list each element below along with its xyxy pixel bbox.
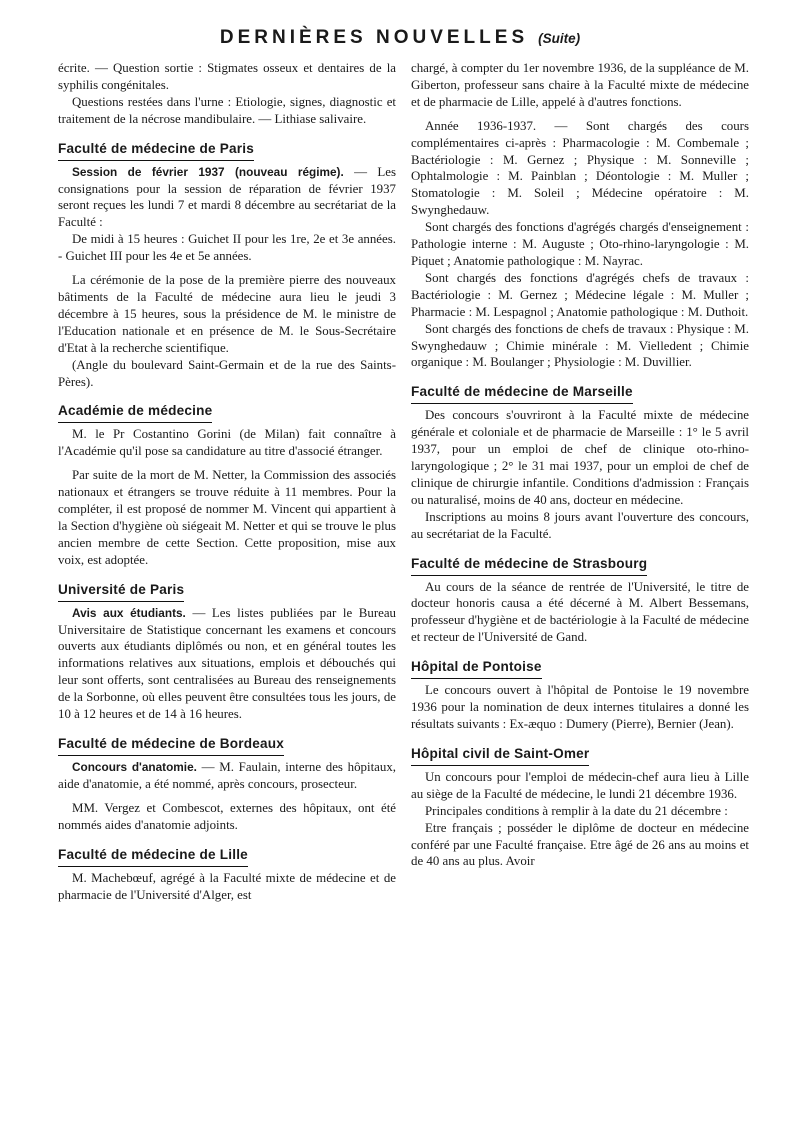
paragraph: M. Machebœuf, agrégé à la Faculté mixte de médecine et de pharmacie de l'Université d'Alger, est (58, 870, 396, 902)
paragraph: Etre français ; posséder le diplôme de docteur en médecine conféré par une Faculté française. Etre âgé de 26 ans au moins et de 40 ans au plus. Avoir (411, 820, 749, 869)
paragraph: écrite. — Question sortie : Stigmates osseux et dentaires de la syphilis congénitales. (58, 61, 396, 92)
paragraph: Sont chargés des fonctions de chefs de travaux : Physique : M. Swynghedauw ; Chimie minérale : M. Vielledent ; Chimie organique : M. Boulanger ; Physiologie : M. Duvillier. (411, 321, 749, 370)
section-heading: Faculté de médecine de Paris (58, 140, 254, 161)
lead-text: Concours d'anatomie. (72, 760, 197, 774)
page-header (0, 27, 800, 49)
paragraph (58, 759, 396, 793)
section-faculte-paris (58, 130, 396, 391)
paragraph: Inscriptions au moins 8 jours avant l'ouverture des concours, au secrétariat de la Faculté. (411, 509, 749, 541)
section-saint-omer (411, 735, 749, 870)
lead-text: Avis aux étudiants. (72, 605, 186, 620)
header-suite: (Suite) (538, 31, 581, 46)
paragraph: Sont chargés des fonctions d'agrégés chefs de travaux : Bactériologie : M. Gernez ; Médecine légale : M. Muller ; Pharmacie : M. Lespagnol ; Anatomie pathologique : M. Duthoit. (411, 270, 749, 319)
left-column (58, 60, 396, 903)
header-title: DERNIÈRES NOUVELLES (219, 27, 529, 48)
section-universite-paris (58, 571, 396, 723)
paragraph: Année 1936-1937. — Sont chargés des cours complémentaires ci-après : Pharmacologie : M. Combemale ; Bactériologie : M. Gernez ; Physique : M. Sonneville ; Ophtalmologie : M. Painblan ; Déontologie : M. Muller ; Stomatologie : M. Soleil ; Médecine opératoire : M. Swynghedauw. (411, 118, 749, 218)
paragraph: (Angle du boulevard Saint-Germain et de la rue des Saints-Pères). (58, 357, 396, 389)
paragraph-text: — Les listes publiées par le Bureau Universitaire de Statistique concernant les examens et concours ouverts aux étudiants diplômés ou non, et en général toutes les informations relatives aux situations, emplois et débouchés qui leur sont offerts, sont centralisées au Bureau des renseignements de la Sorbonne, où elles peuvent être consultées tous les jours, de 10 à 12 heures et de 14 à 16 heures. (58, 605, 396, 722)
paragraph: Par suite de la mort de M. Netter, la Commission des associés nationaux et étrangers se trouve réduite à 11 membres. Pour la compléter, il est proposé de nommer M. Vincent qui appartient à la Section d'hygiène où siégeait M. Netter et qui se trouve le plus ancien membre de cette Section. Cette proposition, mise aux voix, est adoptée. (58, 468, 396, 567)
section-heading: Faculté de médecine de Strasbourg (411, 555, 647, 576)
section-heading: Université de Paris (58, 581, 184, 602)
paragraph: La cérémonie de la pose de la première pierre des nouveaux bâtiments de la Faculté de médecine aura lieu le jeudi 3 décembre à 15 heures, sous la présidence de M. le ministre de l'Education nationale et en présence de M. le Sous-Secrétaire d'Etat à la recherche scientifique. (58, 273, 396, 355)
section-academie (58, 392, 396, 568)
paragraph: Principales conditions à remplir à la date du 21 décembre : (425, 803, 728, 818)
section-heading: Faculté de médecine de Marseille (411, 383, 633, 404)
paragraph: Le concours ouvert à l'hôpital de Pontoise le 19 novembre 1936 pour la nomination de deux internes titulaires a donné les résultats suivants : Ex-æquo : Dumery (Pierre), Bernier (Jean). (411, 683, 749, 731)
lead-text: Session de février 1937 (nouveau régime). (72, 164, 344, 179)
paragraph: Au cours de la séance de rentrée de l'Université, le titre de docteur honoris causa a été décerné à M. Albert Bessemans, professeur d'hygiène et de bactériologie à la Faculté de médecine et recteur de l'Université de Gand. (411, 579, 749, 645)
paragraph: Questions restées dans l'urne : Etiologie, signes, diagnostic et traitement de la nécrose mandibulaire. — Lithiase salivaire. (58, 94, 396, 126)
paragraph (58, 164, 396, 232)
section-bordeaux (58, 725, 396, 834)
paragraph-text: — M. Faulain, interne des hôpitaux, aide d'anatomie, a été nommé, après concours, prosecteur. (58, 760, 397, 791)
section-lille (58, 836, 396, 904)
section-heading: Hôpital de Pontoise (411, 658, 542, 679)
paragraph: chargé, à compter du 1er novembre 1936, de la suppléance de M. Giberton, professeur sans chaire à la Faculté mixte de médecine et de pharmacie de Lille, appelé à d'autres fonctions. (411, 61, 749, 109)
paragraph (58, 605, 396, 723)
section-heading: Hôpital civil de Saint-Omer (411, 745, 589, 766)
section-heading: Académie de médecine (58, 402, 212, 423)
section-heading: Faculté de médecine de Bordeaux (58, 735, 284, 756)
paragraph: Un concours pour l'emploi de médecin-chef aura lieu à Lille au siège de la Faculté de médecine, le lundi 21 décembre 1936. (411, 769, 749, 801)
paragraph: De midi à 15 heures : Guichet II pour les 1re, 2e et 3e années. - Guichet III pour les 4e et 5e années. (58, 232, 396, 264)
section-heading: Faculté de médecine de Lille (58, 846, 248, 867)
paragraph: Des concours s'ouvriront à la Faculté mixte de médecine générale et coloniale et de pharmacie de Marseille : 1° le 5 avril 1937, pour un emploi de chef de clinique oto-rhino-laryngologique ; 2° le 31 mai 1937, pour un emploi de chef de clinique de chirurgie infantile. Conditions d'admission : Français ou naturalisé, moins de 40 ans, docteur en médecine. (411, 408, 749, 507)
section-pontoise (411, 648, 749, 733)
paragraph: Sont chargés des fonctions d'agrégés chargés d'enseignement : Pathologie interne : M. Auguste ; Oto-rhino-laryngologie : M. Piquet ; Anatomie pathologique : M. Nayrac. (411, 220, 749, 268)
paragraph: MM. Vergez et Combescot, externes des hôpitaux, ont été nommés aides d'anatomie adjoints. (58, 800, 396, 832)
paragraph: M. le Pr Costantino Gorini (de Milan) fait connaître à l'Académie qu'il pose sa candidature au titre d'associé étranger. (58, 427, 396, 459)
paragraph-text: — Les consignations pour la session de réparation de février 1937 seront reçues les lundi 7 et mardi 8 décembre au secrétariat de la Faculté : (58, 164, 396, 230)
section-marseille (411, 373, 749, 542)
section-strasbourg (411, 545, 749, 647)
right-column (411, 60, 749, 870)
